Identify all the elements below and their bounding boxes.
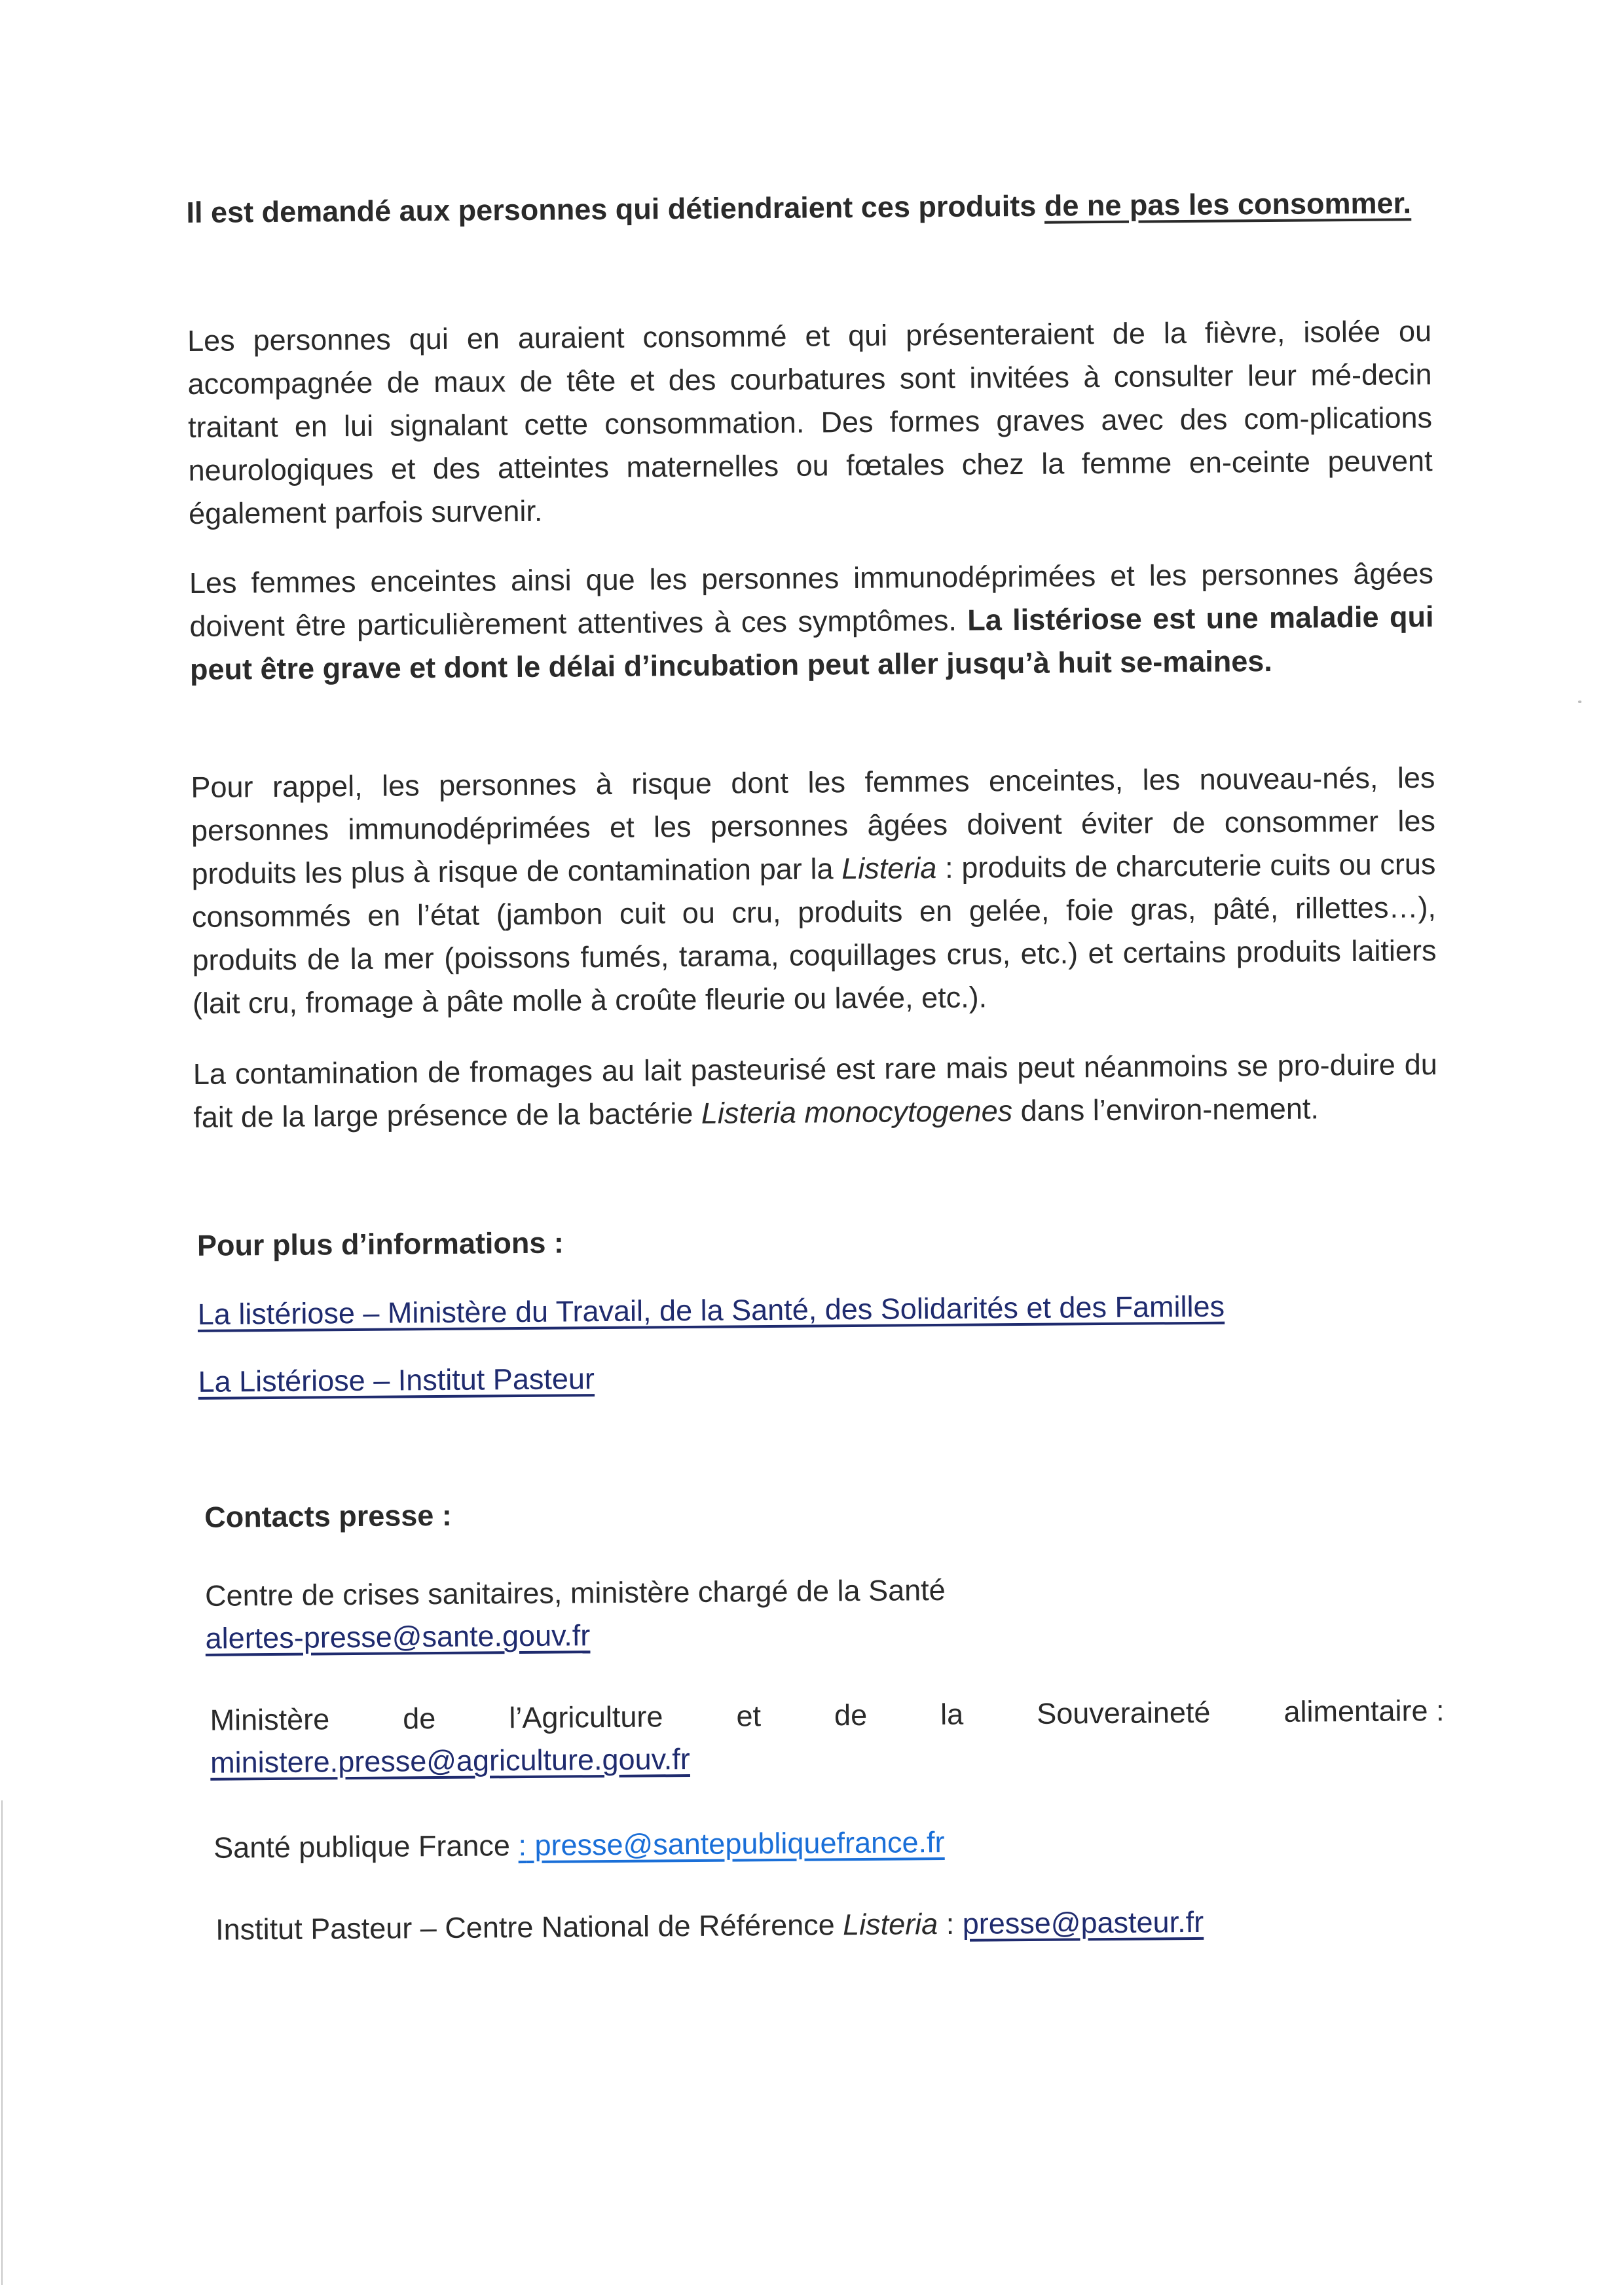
- listeria-monocytogenes-term: Listeria monocytogenes: [701, 1094, 1013, 1130]
- ministry-listeriosis-link[interactable]: La listériose – Ministère du Travail, de la Santé, des Solidarités et des Familles: [197, 1289, 1225, 1331]
- agriculture-email-row: [210, 1738, 690, 1785]
- agriculture-ministry-label: [210, 1689, 1444, 1742]
- pasteurized-text-start: La contamination de fromages au lait pasteurisé est rare mais peut néanmoins se pro-duire du fait de la large présence de la bactérie: [193, 1048, 1438, 1134]
- scan-edge-artifact: [1, 1800, 3, 2285]
- sante-publique-contact-row: [213, 1821, 945, 1870]
- agri-word: Ministère: [210, 1702, 330, 1737]
- agriculture-email-link[interactable]: ministere.presse@agriculture.gouv.fr: [210, 1742, 690, 1779]
- scan-speck-artifact: [1578, 701, 1581, 703]
- at-risk-text: Les femmes enceintes ainsi que les personnes immunodéprimées et les personnes âgées doivent être particulièrement attentives à ces symptômes.: [189, 556, 1434, 643]
- listeria-term: Listeria: [841, 851, 937, 886]
- pasteurized-text-end: dans l’environ-nement.: [1012, 1091, 1320, 1128]
- more-info-link-row: [198, 1357, 595, 1404]
- agri-word: et: [736, 1699, 762, 1733]
- sante-publique-separator: :: [518, 1828, 527, 1863]
- reminder-paragraph: [191, 756, 1437, 1025]
- warning-lead-text: Il est demandé aux personnes qui détiendraient ces produits: [186, 189, 1045, 229]
- agri-word: alimentaire :: [1283, 1693, 1445, 1728]
- pasteurized-paragraph: [193, 1043, 1438, 1139]
- pasteur-label: Institut Pasteur – Centre National de Référence: [215, 1908, 843, 1946]
- health-crisis-center-label: Centre de crises sanitaires, ministère chargé de la Santé: [204, 1573, 946, 1613]
- warning-paragraph: [186, 181, 1430, 234]
- more-info-heading: Pour plus d’informations :: [196, 1226, 564, 1262]
- sante-publique-email-link[interactable]: [518, 1825, 944, 1862]
- agri-word: Souveraineté: [1037, 1695, 1211, 1730]
- agri-word: l’Agriculture: [509, 1700, 663, 1735]
- at-risk-paragraph: [189, 552, 1434, 691]
- pasteur-separator: :: [938, 1906, 963, 1941]
- do-not-consume-emphasis: de ne pas les consommer.: [1044, 186, 1412, 223]
- health-crisis-email-row: [205, 1614, 590, 1660]
- more-info-link-row: [198, 1285, 1225, 1336]
- listeriosis-severity-text: La listériose est une maladie qui peut être grave et dont le délai d’incubation peut aller jusqu’à huit se-maines.: [189, 600, 1434, 686]
- sante-publique-label: Santé publique France: [213, 1829, 519, 1865]
- pasteur-listeria-term: Listeria: [842, 1907, 938, 1942]
- agri-word: la: [940, 1697, 964, 1732]
- symptoms-paragraph: Les personnes qui en auraient consommé et qui présenteraient de la fièvre, isolée ou accompagnée de maux de tête et des courbatures sont invitées à consulter leur mé-decin traitant en lui signalant cette consommation. Des formes graves avec des com-plications neurologiques et des atteintes maternelles ou fœtales chez la femme en-ceinte peuvent également parfois survenir.: [187, 314, 1433, 530]
- reminder-text-start: Pour rappel, les personnes à risque dont les femmes enceintes, les nouveau-nés, les personnes immunodéprimées et les personnes âgées doivent éviter de consommer les produits les plus à risque de contamination par la: [191, 761, 1436, 890]
- health-crisis-email-link[interactable]: alertes-presse@sante.gouv.fr: [205, 1618, 591, 1655]
- pasteur-listeriosis-link[interactable]: La Listériose – Institut Pasteur: [198, 1362, 595, 1398]
- agri-word: de: [834, 1698, 868, 1732]
- pasteur-contact-row: [215, 1901, 1204, 1952]
- reminder-text-end: : produits de charcuterie cuits ou crus consommés en l’état (jambon cuit ou cru, produits en gelée, foie gras, pâté, rillettes…), produits de la mer (poissons fumés, tarama, coquillages crus, etc.) et certains produits laitiers (lait cru, fromage à pâte molle à croûte fleurie ou lavée, etc.).: [191, 847, 1437, 1020]
- agri-word: de: [403, 1702, 436, 1736]
- press-contacts-heading: Contacts presse :: [204, 1498, 452, 1534]
- sante-publique-email: presse@santepubliquefrance.fr: [526, 1825, 945, 1862]
- pasteur-email-link[interactable]: presse@pasteur.fr: [962, 1904, 1204, 1941]
